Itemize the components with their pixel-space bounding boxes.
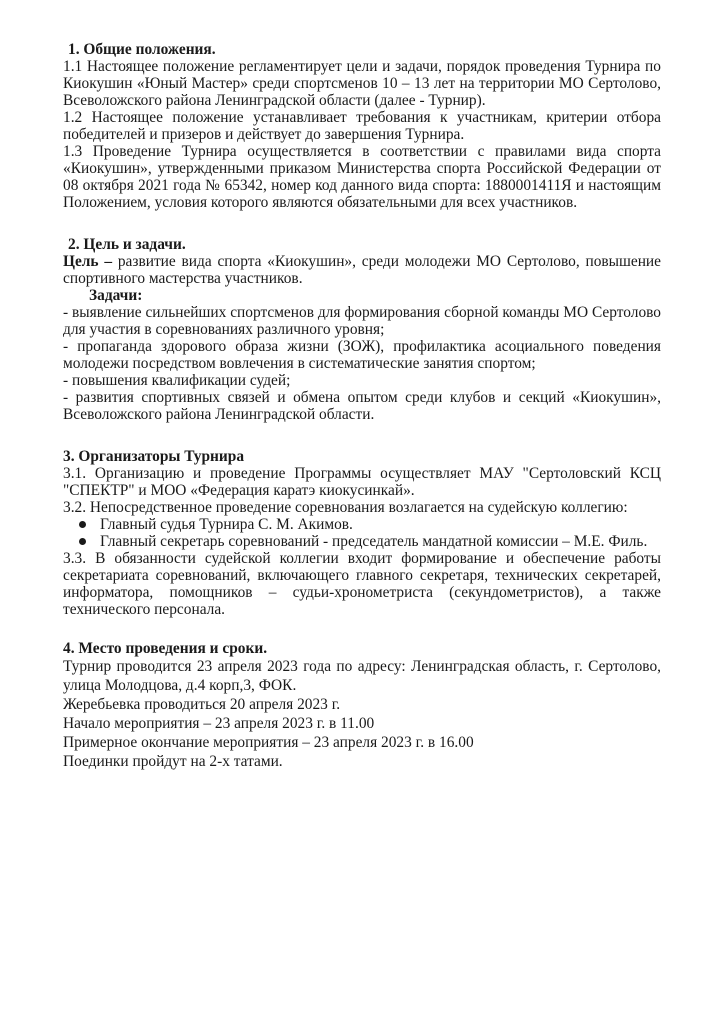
- end-time: Примерное окончание мероприятия – 23 апреля 2023 г. в 16.00: [63, 734, 474, 751]
- tatami-info: Поединки пройдут на 2-х татами.: [63, 753, 283, 770]
- section-4-title: 4. Место проведения и сроки.: [63, 640, 268, 657]
- clause-3-1: 3.1. Организацию и проведение Программы осуществляет МАУ "Сертоловский КСЦ "СПЕКТР" и МОО «Федерация каратэ киокусинкай».: [63, 465, 661, 499]
- section-general: [63, 41, 661, 211]
- task-item: - пропаганда здорового образа жизни (ЗОЖ), профилактика асоциального поведения молодежи посредством вовлечения в систематические занятия спортом;: [63, 338, 661, 372]
- clause-1-2: 1.2 Настоящее положение устанавливает требования к участникам, критерии отбора победителей и призеров и действует до завершения Турнира.: [63, 109, 661, 143]
- spacer: [63, 618, 661, 640]
- task-item: - выявление сильнейших спортсменов для формирования сборной команды МО Сертолово для участия в соревнованиях различного уровня;: [63, 304, 661, 338]
- goal-label: Цель –: [63, 253, 113, 270]
- goal-paragraph: [63, 253, 661, 287]
- goal-text: развитие вида спорта «Киокушин», среди молодежи МО Сертолово, повышение спортивного мастерства участников.: [63, 253, 661, 287]
- clause-3-2: 3.2. Непосредственное проведение соревнования возлагается на судейскую коллегию:: [63, 499, 628, 516]
- section-1-title: 1. Общие положения.: [68, 41, 216, 58]
- clause-3-3: 3.3. В обязанности судейской коллегии входит формирование и обеспечение работы секретариата соревнований, включающего главного секретаря, технических секретарей, информатора, помощников – судьи-хронометриста (секундометристов), а также технического персонала.: [63, 550, 661, 618]
- section-venue-dates: [63, 640, 661, 771]
- list-item: [63, 516, 661, 533]
- venue-paragraph: Турнир проводится 23 апреля 2023 года по адресу: Ленинградская область, г. Сертолово, улица Молодцова, д.4 корп,3, ФОК.: [63, 658, 661, 694]
- list-item-text: Главный секретарь соревнований - председатель мандатной комиссии – М.Е. Филь.: [100, 533, 648, 550]
- clause-1-1: 1.1 Настоящее положение регламентирует цели и задачи, порядок проведения Турнира по Киокушин «Юный Мастер» среди спортсменов 10 – 13 лет на территории МО Сертолово, Всеволожского района Ленинградской области (далее - Турнир).: [63, 58, 661, 109]
- draw-date: Жеребьевка проводиться 20 апреля 2023 г.: [63, 696, 341, 713]
- task-item: - развития спортивных связей и обмена опытом среди клубов и секций «Киокушин», Всеволожского района Ленинградской области.: [63, 389, 661, 423]
- bullet-icon: [79, 538, 86, 545]
- clause-1-3: 1.3 Проведение Турнира осуществляется в соответствии с правилами вида спорта «Киокушин», утвержденными приказом Министерства спорта Российской Федерации от 08 октября 2021 года № 65342, номер код данного вида спорта: 1880001411Я и настоящим Положением, условия которого являются обязательными для всех участников.: [63, 143, 661, 211]
- list-item: [63, 533, 661, 550]
- list-item-text: Главный судья Турнира С. М. Акимов.: [100, 516, 353, 533]
- spacer: [63, 211, 661, 236]
- section-3-title: 3. Организаторы Турнира: [63, 448, 245, 465]
- section-2-title: 2. Цель и задачи.: [68, 236, 186, 253]
- bullet-icon: [79, 521, 86, 528]
- judges-list: [63, 516, 661, 550]
- spacer: [63, 423, 661, 448]
- start-time: Начало мероприятия – 23 апреля 2023 г. в 11.00: [63, 715, 375, 732]
- tasks-title: Задачи:: [89, 287, 143, 304]
- section-goals: [63, 236, 661, 423]
- task-item: - повышения квалификации судей;: [63, 372, 291, 389]
- section-organizers: [63, 448, 661, 618]
